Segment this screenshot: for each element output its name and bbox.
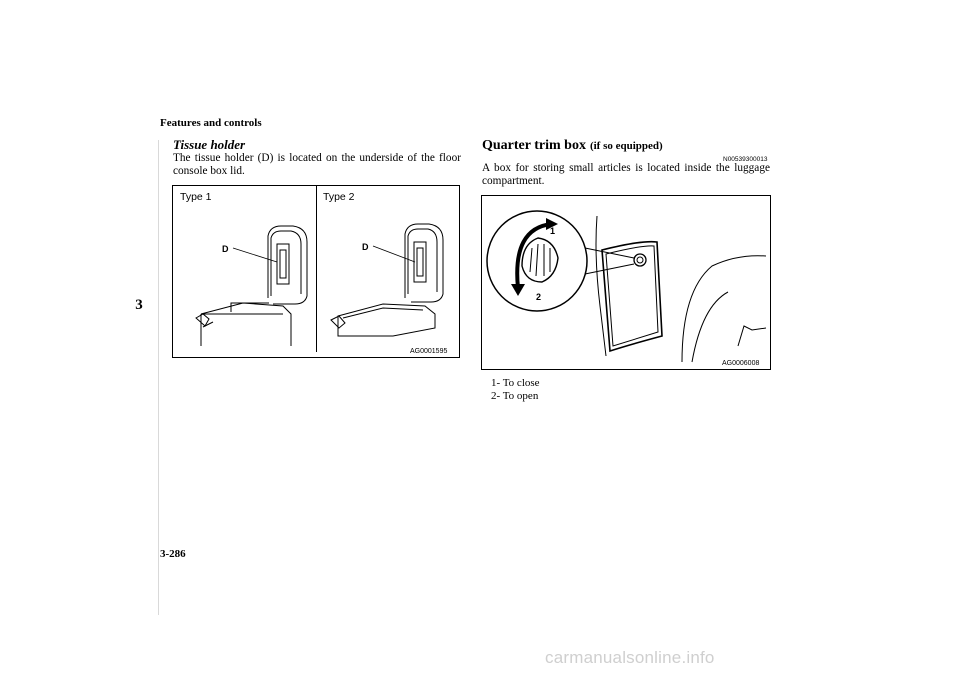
- quarter-trim-title: Quarter trim box: [482, 138, 586, 153]
- tissue-holder-text: The tissue holder (D) is located on the underside of the floor console box lid.: [173, 152, 461, 177]
- quarter-trim-figure: [481, 195, 771, 370]
- tissue-holder-heading: Tissue holder: [173, 137, 246, 152]
- quarter-trim-subtitle: (if so equipped): [589, 140, 663, 152]
- quarter-trim-box-heading: [482, 138, 663, 154]
- arrow-label-2: 2: [536, 292, 542, 302]
- chapter-rule: [158, 140, 159, 615]
- console-box-illustration: [173, 186, 461, 359]
- legend-item: 1- To close: [491, 377, 540, 389]
- quarter-ref-code: N00539300013: [723, 156, 768, 163]
- arrow-label-1: 1: [550, 226, 556, 236]
- type-2-label: Type 2: [323, 191, 355, 203]
- callout-d-type1: D: [222, 244, 229, 254]
- quarter-trim-illustration: [482, 196, 772, 371]
- figure-code-tissue: AG0001595: [410, 348, 448, 355]
- type-1-label: Type 1: [180, 191, 212, 203]
- page-number: 3-286: [160, 548, 186, 560]
- figure-divider: [316, 186, 317, 352]
- page-header: Features and controls: [160, 117, 262, 129]
- quarter-trim-text: A box for storing small articles is located inside the luggage compartment.: [482, 162, 770, 187]
- legend-item: 2- To open: [491, 390, 539, 402]
- figure-legend: [491, 377, 540, 403]
- chapter-tab: 3: [135, 296, 143, 313]
- callout-d-type2: D: [362, 242, 369, 252]
- watermark-site: carmanualsonline.info: [545, 648, 715, 667]
- figure-code-quarter: AG0006008: [722, 360, 760, 367]
